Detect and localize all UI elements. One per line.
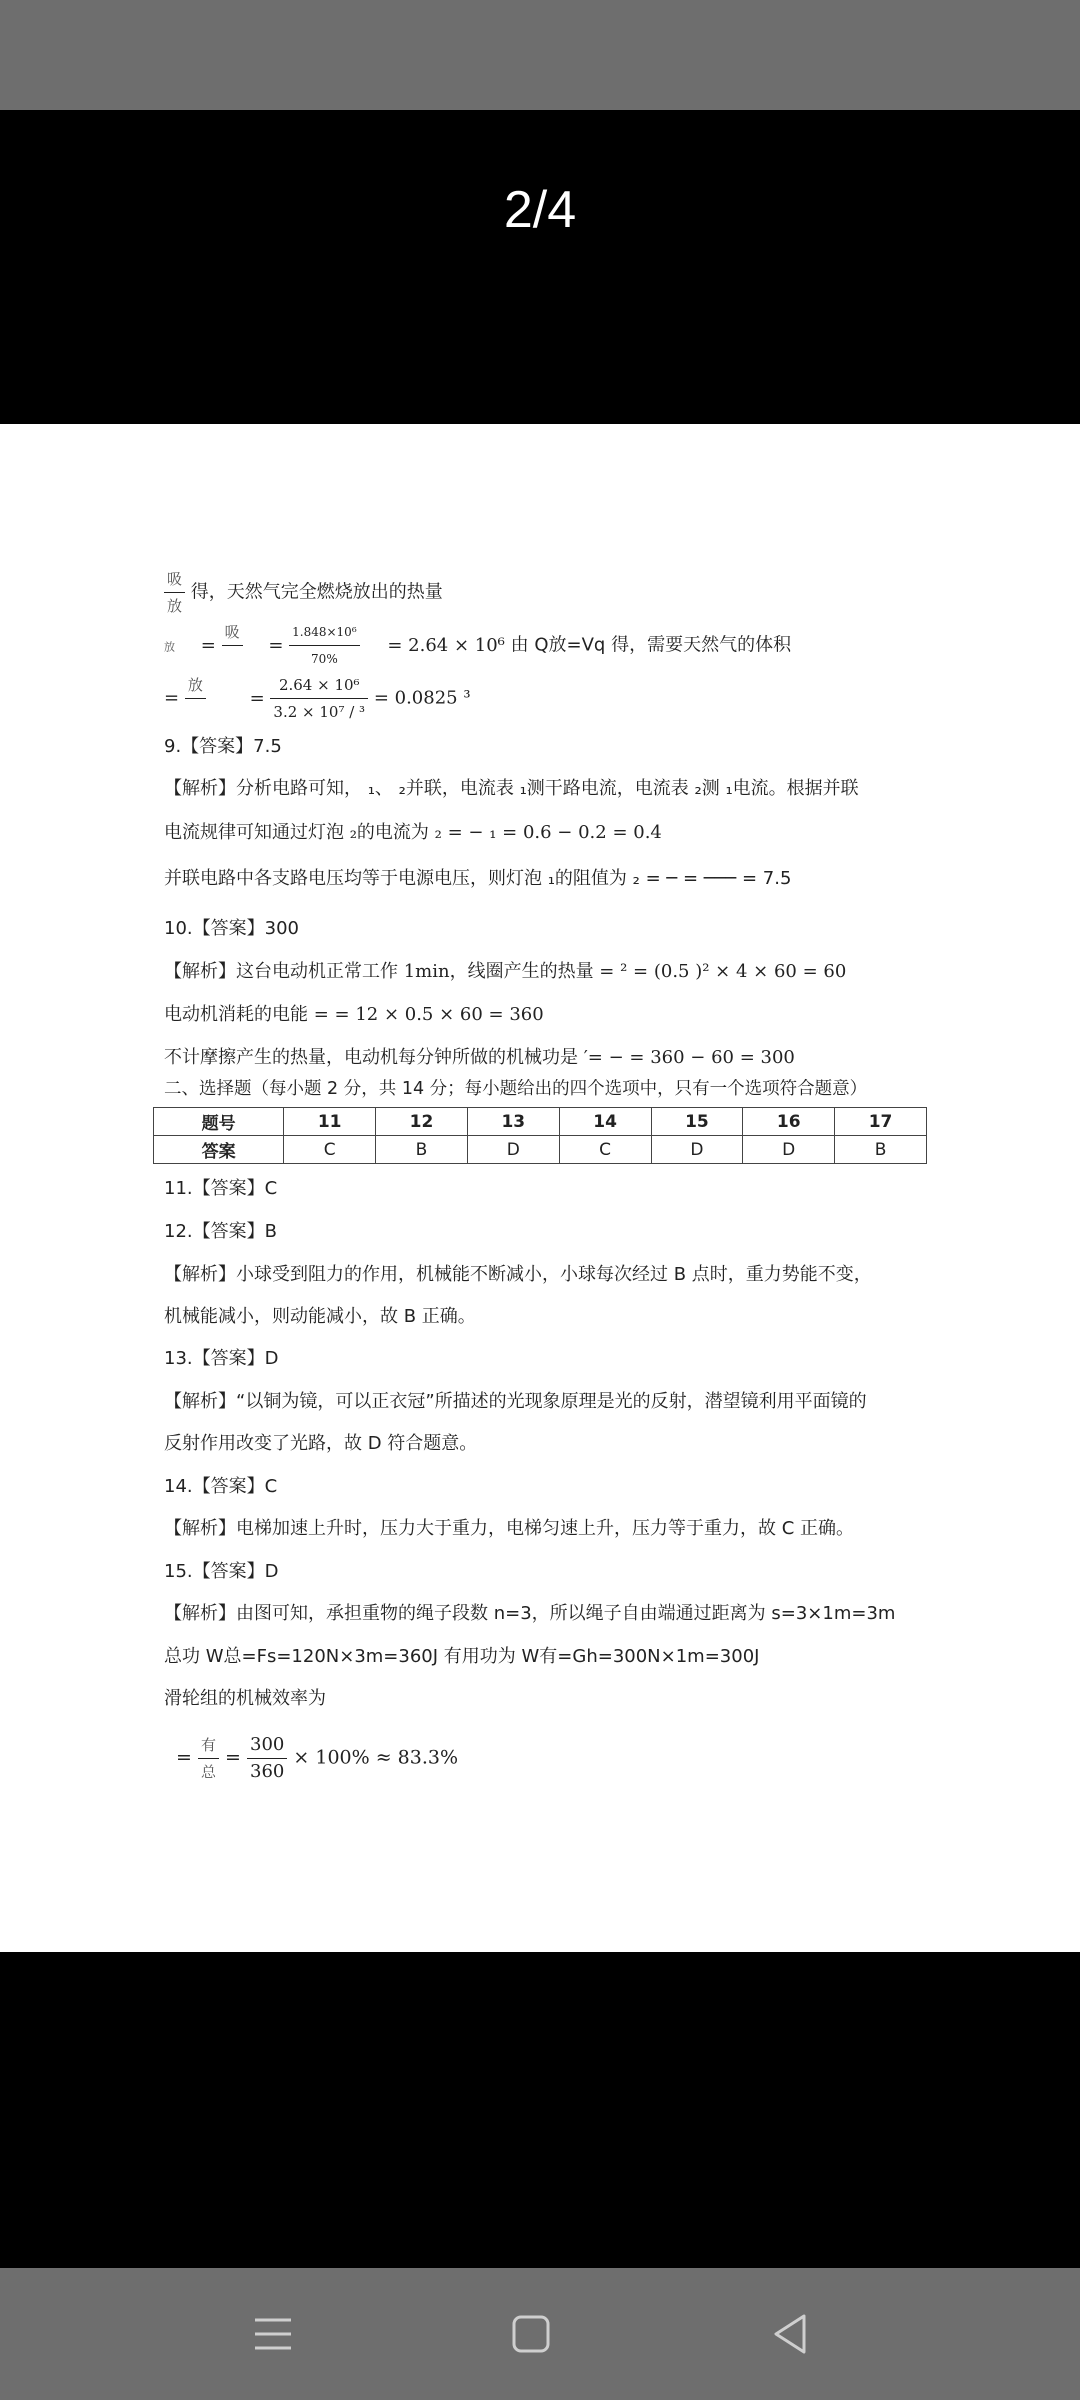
analysis-13-line-1: 【解析】“以铜为镜，可以正衣冠”所描述的光现象原理是光的反射，潜望镜利用平面镜的 xyxy=(164,1391,867,1412)
efficiency-fraction: $\frac{300}{360}$ xyxy=(247,1732,287,1785)
table-cell: 13 xyxy=(467,1108,559,1136)
table-cell: 11 xyxy=(284,1108,376,1136)
formula-line-3: = 放 = $\frac{\text{2.64 × 10⁶}}{\text{3.2 × 10⁷ / ³}}$ = 0.0825 ³ xyxy=(164,672,471,725)
formula-line-1: $\frac{\text{吸}}{\text{放}}$ 得，天然气完全燃烧放出的热量 xyxy=(164,566,443,619)
analysis-9-line-3: 并联电路中各支路电压均等于电源电压，则灯泡 ₁的阻值为 ₂ = ─ = ─── = 7.5 xyxy=(164,868,792,889)
viewer-bottom-area xyxy=(0,1952,1080,2268)
fraction-stub: $\frac{\text{吸}}{\text{放}}$ xyxy=(164,566,185,619)
table-header-cell: 答案 xyxy=(154,1136,284,1164)
home-icon[interactable] xyxy=(495,2298,567,2370)
table-cell: B xyxy=(376,1136,468,1164)
analysis-13-line-2: 反射作用改变了光路，故 D 符合题意。 xyxy=(164,1433,478,1454)
page-indicator: 2/4 xyxy=(503,181,577,239)
analysis-10-line-3: 不计摩擦产生的热量，电动机每分钟所做的机械功是 ′= − = 360 − 60 = 300 xyxy=(164,1047,795,1068)
formula-line-2: 放 = 吸 = $\frac{\text{1.848×10⁶}}{70\%}$ = 2.64 × 10⁶ 由 Q放=Vq 得，需要天然气的体积 xyxy=(164,619,791,672)
analysis-9-line-1: 【解析】分析电路可知， ₁、 ₂并联，电流表 ₁测干路电流，电流表 ₂测 ₁电流。根据并联 xyxy=(164,778,859,799)
back-icon[interactable] xyxy=(754,2298,826,2370)
analysis-15-line-2: 总功 W总=Fs=120N×3m=360J 有用功为 W有=Gh=300N×1m=300J xyxy=(164,1646,760,1667)
table-row xyxy=(154,1108,927,1136)
answer-11: 11.【答案】C xyxy=(164,1178,278,1199)
answer-15: 15.【答案】D xyxy=(164,1561,279,1582)
answer-table xyxy=(153,1107,927,1164)
table-cell: D xyxy=(651,1136,743,1164)
table-cell: C xyxy=(284,1136,376,1164)
analysis-15-line-1: 【解析】由图可知，承担重物的绳子段数 n=3，所以绳子自由端通过距离为 s=3×1m=3m xyxy=(164,1603,896,1624)
menu-icon[interactable] xyxy=(237,2298,309,2370)
viewer-top-area xyxy=(0,110,1080,424)
table-cell: 14 xyxy=(559,1108,651,1136)
table-header-cell: 题号 xyxy=(154,1108,284,1136)
analysis-14-line-1: 【解析】电梯加速上升时，压力大于重力，电梯匀速上升，压力等于重力，故 C 正确。 xyxy=(164,1518,855,1539)
table-cell: D xyxy=(467,1136,559,1164)
document-page[interactable] xyxy=(0,424,1080,1952)
table-cell: C xyxy=(559,1136,651,1164)
status-bar xyxy=(0,0,1080,110)
answer-10: 10.【答案】300 xyxy=(164,918,299,939)
fraction-volume: $\frac{\text{2.64 × 10⁶}}{\text{3.2 × 10⁷ / ³}}$ xyxy=(270,672,368,725)
analysis-10-line-1: 【解析】这台电动机正常工作 1min，线圈产生的热量 = ² = (0.5 )² × 4 × 60 = 60 xyxy=(164,961,847,982)
fraction-energy: $\frac{\text{1.848×10⁶}}{70\%}$ xyxy=(289,619,360,672)
analysis-12-line-2: 机械能减小，则动能减小，故 B 正确。 xyxy=(164,1306,476,1327)
analysis-9-line-2: 电流规律可知通过灯泡 ₂的电流为 ₂ = − ₁ = 0.6 − 0.2 = 0.4 xyxy=(164,822,662,843)
analysis-12-line-1: 【解析】小球受到阻力的作用，机械能不断减小，小球每次经过 B 点时，重力势能不变， xyxy=(164,1264,872,1285)
table-cell: D xyxy=(743,1136,835,1164)
answer-14: 14.【答案】C xyxy=(164,1476,278,1497)
navigation-bar xyxy=(0,2268,1080,2400)
table-row xyxy=(154,1136,927,1164)
table-cell: 15 xyxy=(651,1108,743,1136)
analysis-15-line-3: 滑轮组的机械效率为 xyxy=(164,1688,326,1709)
efficiency-formula: = $\frac{\text{有}}{\text{总}}$ = $\frac{300}{360}$ × 100% ≈ 83.3% xyxy=(176,1732,458,1785)
answer-13: 13.【答案】D xyxy=(164,1348,279,1369)
analysis-10-line-2: 电动机消耗的电能 = = 12 × 0.5 × 60 = 360 xyxy=(164,1004,544,1025)
table-cell: 17 xyxy=(835,1108,927,1136)
answer-9: 9.【答案】7.5 xyxy=(164,736,282,757)
table-cell: B xyxy=(835,1136,927,1164)
table-cell: 16 xyxy=(743,1108,835,1136)
answer-12: 12.【答案】B xyxy=(164,1221,277,1242)
section-2-heading: 二、选择题（每小题 2 分，共 14 分；每小题给出的四个选项中，只有一个选项符合题意） xyxy=(164,1079,868,1099)
table-cell: 12 xyxy=(376,1108,468,1136)
